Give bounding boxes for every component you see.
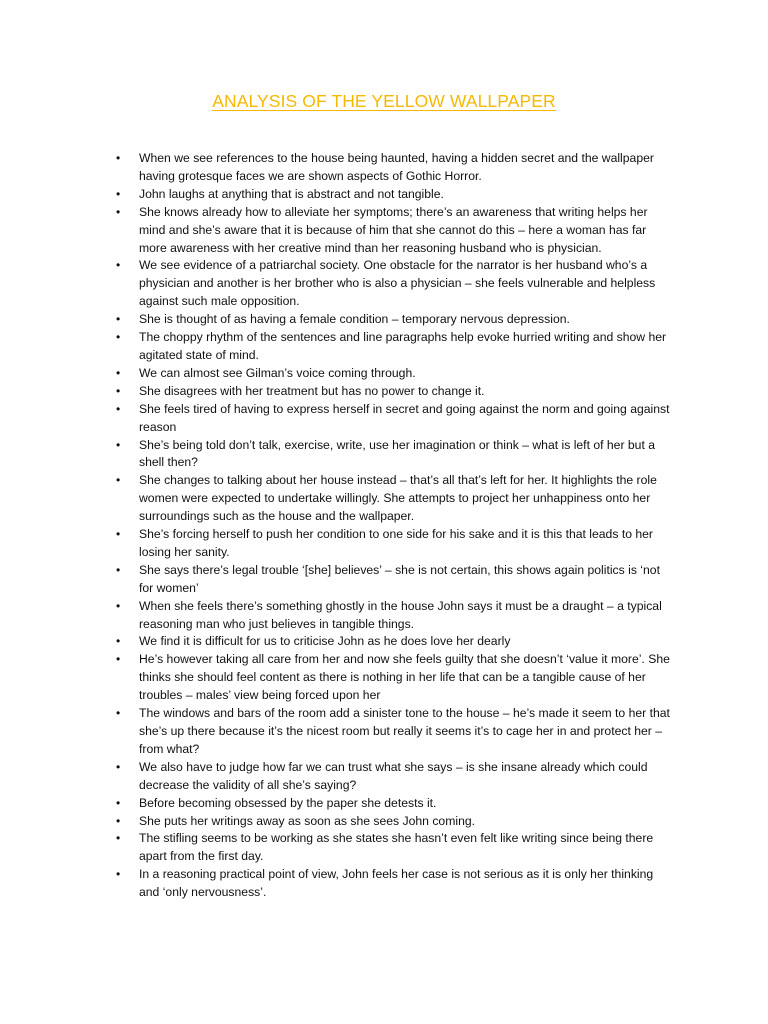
bullet-icon: • <box>116 795 121 810</box>
bullet-icon: • <box>116 330 121 345</box>
bullet-list <box>0 150 768 902</box>
bullet-icon: • <box>116 401 121 416</box>
bullet-text: Before becoming obsessed by the paper she detests it. <box>139 795 437 810</box>
bullet-text: She’s being told don’t talk, exercise, write, use her imagination or think – what is left of her but a shell then? <box>139 437 655 470</box>
bullet-icon: • <box>116 562 121 577</box>
bullet-text: The choppy rhythm of the sentences and line paragraphs help evoke hurried writing and show her agitated state of mind. <box>139 330 667 362</box>
bullet-icon: • <box>116 151 121 165</box>
bullet-text: We can almost see Gilman’s voice coming through. <box>139 365 416 380</box>
bullet-text: When we see references to the house being haunted, having a hidden secret and the wallpaper having grotesque faces we are shown aspects of Gothic Horror. <box>139 151 654 183</box>
bullet-icon: • <box>116 383 121 398</box>
bullet-icon: • <box>116 527 121 542</box>
bullet-item <box>0 150 768 186</box>
bullet-item <box>0 311 768 329</box>
bullet-item <box>0 526 768 562</box>
bullet-text: When she feels there’s something ghostly in the house John says it must be a draught – a typical reasoning man who just believes in tangible things. <box>139 598 662 631</box>
bullet-text: We find it is difficult for us to criticise John as he does love her dearly <box>139 634 511 649</box>
bullet-item <box>0 795 768 813</box>
bullet-item <box>0 186 768 204</box>
bullet-icon: • <box>116 706 121 721</box>
bullet-icon: • <box>116 759 121 774</box>
bullet-text: She knows already how to alleviate her symptoms; there’s an awareness that writing helps her mind and she’s aware that it is because of him that she cannot do this – here a woman has far more awareness with her creative mind than her reasoning husband who is physician. <box>139 204 648 255</box>
bullet-item <box>0 329 768 365</box>
bullet-item <box>0 383 768 401</box>
bullet-icon: • <box>116 473 121 488</box>
bullet-text: We also have to judge how far we can trust what she says – is she insane already which could decrease the validity of all she’s saying? <box>139 759 648 792</box>
bullet-item <box>0 866 768 902</box>
bullet-icon: • <box>116 258 121 273</box>
bullet-item <box>0 759 768 795</box>
bullet-text: She is thought of as having a female condition – temporary nervous depression. <box>139 312 570 327</box>
bullet-item <box>0 401 768 437</box>
bullet-text: The windows and bars of the room add a sinister tone to the house – he’s made it seem to her that she’s up there because it’s the nicest room but really it seems it’s to cage her in and protect her – from what? <box>139 706 670 756</box>
bullet-icon: • <box>116 365 121 380</box>
bullet-text: John laughs at anything that is abstract and not tangible. <box>139 186 444 201</box>
bullet-icon: • <box>116 634 121 649</box>
bullet-item <box>0 830 768 866</box>
bullet-text: She feels tired of having to express herself in secret and going against the norm and going against reason <box>139 401 670 434</box>
bullet-icon: • <box>116 598 121 613</box>
bullet-item <box>0 598 768 634</box>
bullet-icon: • <box>116 204 121 219</box>
bullet-item <box>0 257 768 311</box>
bullet-item <box>0 365 768 383</box>
bullet-item <box>0 204 768 258</box>
bullet-item <box>0 437 768 473</box>
bullet-text: The stifling seems to be working as she states she hasn’t even felt like writing since being there apart from the first day. <box>139 831 654 864</box>
bullet-icon: • <box>116 186 121 201</box>
bullet-text: She disagrees with her treatment but has no power to change it. <box>139 383 485 398</box>
bullet-item <box>0 813 768 831</box>
bullet-text: In a reasoning practical point of view, John feels her case is not serious as it is only her thinking and ‘only nervousness’. <box>139 867 654 900</box>
bullet-text: She puts her writings away as soon as she sees John coming. <box>139 813 476 828</box>
bullet-item <box>0 562 768 598</box>
bullet-text: He’s however taking all care from her and now she feels guilty that she doesn’t ‘value it more’. She thinks she should feel content as there is nothing in her life that can be a tangible cause of her troubles – males’ view being forced upon her <box>139 652 670 703</box>
bullet-icon: • <box>116 652 121 667</box>
document-title: ANALYSIS OF THE YELLOW WALLPAPER <box>212 91 556 111</box>
bullet-icon: • <box>116 867 121 882</box>
bullet-icon: • <box>116 831 121 846</box>
bullet-item <box>0 651 768 705</box>
bullet-text: She changes to talking about her house instead – that’s all that’s left for her. It highlights the role women were expected to undertake willingly. She attempts to project her unhappiness onto her surroundings such as the house and the wallpaper. <box>139 473 657 524</box>
bullet-item <box>0 633 768 651</box>
bullet-item <box>0 705 768 759</box>
bullet-icon: • <box>116 312 121 327</box>
bullet-item <box>0 472 768 526</box>
bullet-text: She says there’s legal trouble ‘[she] believes’ – she is not certain, this shows again politics is ‘not for women’ <box>139 562 660 595</box>
bullet-text: She’s forcing herself to push her condition to one side for his sake and it is this that leads to her losing her sanity. <box>139 527 653 559</box>
bullet-icon: • <box>116 813 121 828</box>
bullet-icon: • <box>116 437 121 452</box>
bullet-text: We see evidence of a patriarchal society. One obstacle for the narrator is her husband who’s a physician and another is her brother who is also a physician – she feels vulnerable and helpless against such male opposition. <box>139 258 656 309</box>
